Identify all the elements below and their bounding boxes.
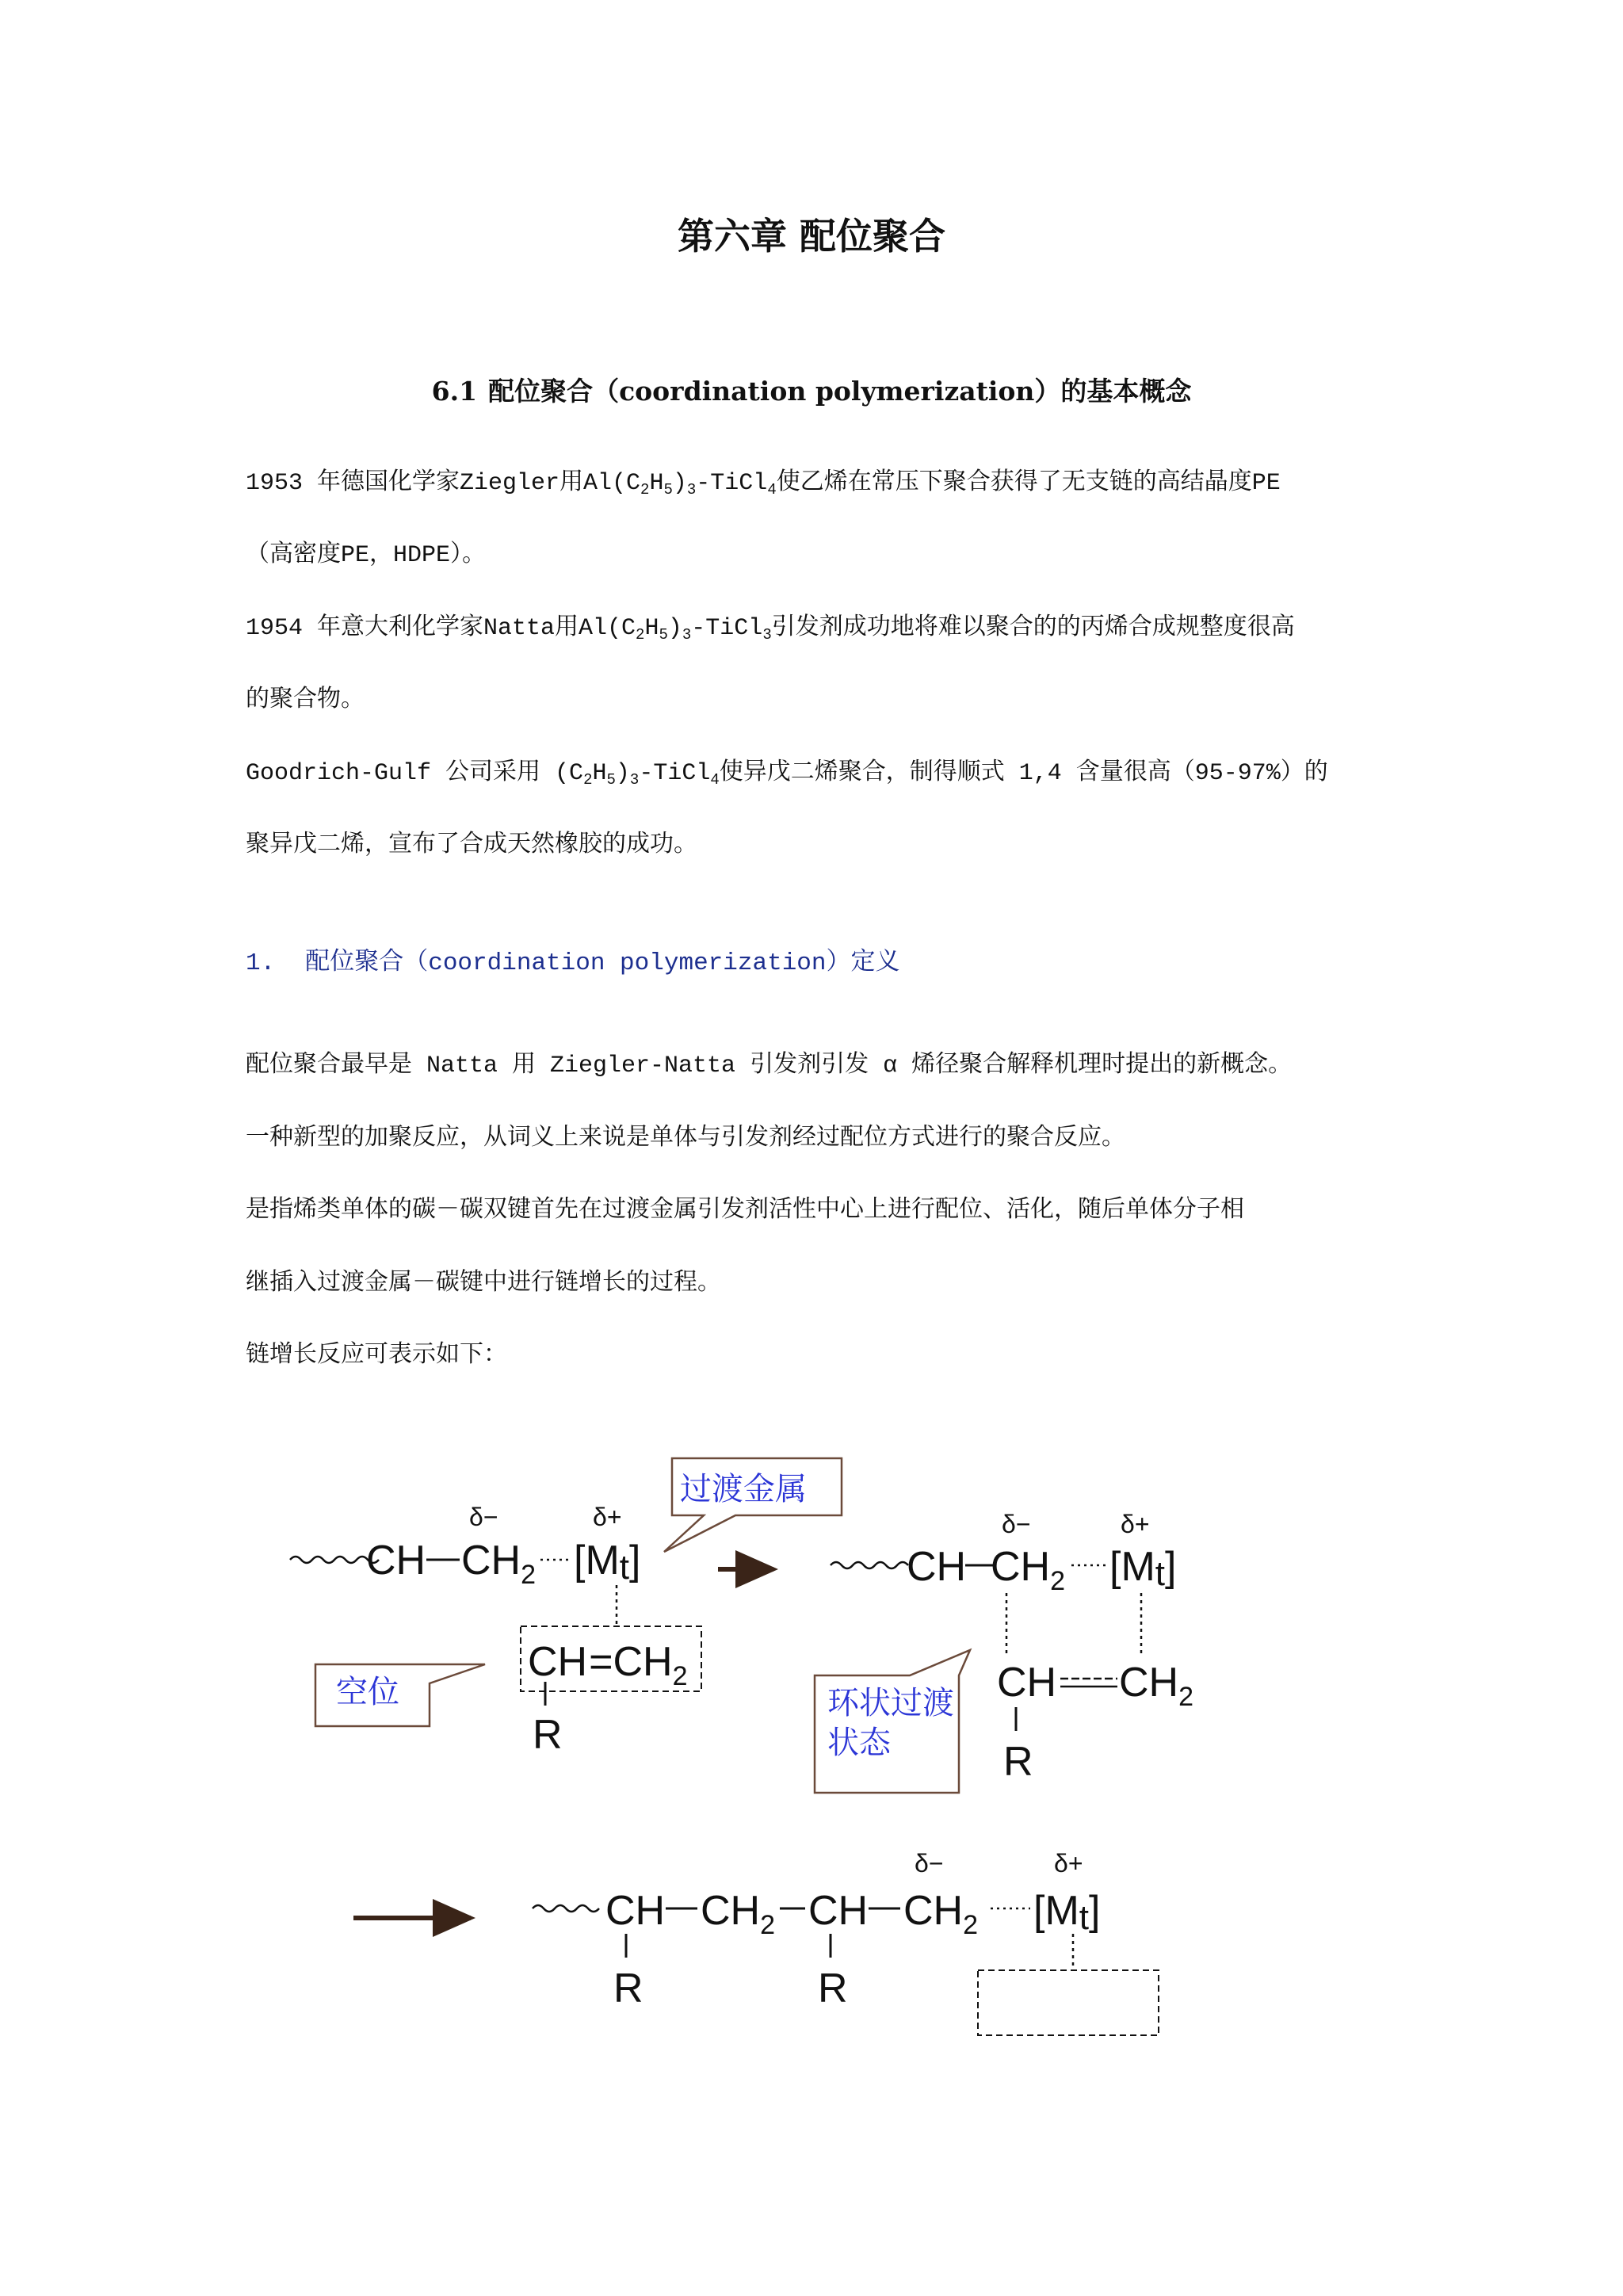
ch-label-3b: CH [808, 1888, 869, 1934]
callout-cyclic-text-2: 状态 [827, 1725, 891, 1761]
definition-line-2: 一种新型的加聚反应，从词义上来说是单体与引发剂经过配位方式进行的聚合反应。 [246, 1125, 1125, 1152]
p1-text-b: H [649, 470, 664, 497]
callout-transition-metal-text: 过渡金属 [680, 1471, 807, 1507]
ch-label-2: CH [907, 1544, 967, 1590]
p3-text-b: H [592, 760, 607, 787]
delta-minus-label-2: δ− [1002, 1510, 1031, 1538]
delta-minus-label-3: δ− [915, 1849, 944, 1878]
p3-text-a: Goodrich-Gulf 公司采用 (C [246, 760, 584, 787]
p1-text-c: ) [672, 470, 687, 497]
definition-line-3: 是指烯类单体的碳－碳双键首先在过渡金属引发剂活性中心上进行配位、活化，随后单体分子相 [246, 1198, 1244, 1224]
p1-text-e: 使乙烯在常压下聚合获得了无支链的高结晶度PE [776, 470, 1281, 497]
p2-text-d: -TiCl [691, 615, 763, 642]
polymer-chain-wavy-3 [533, 1905, 599, 1912]
r-label-3a: R [613, 1966, 643, 2011]
p3-sub-1: 2 [583, 771, 593, 789]
p2-sub-3: 3 [682, 626, 692, 644]
p3-text-e: 使异戊二烯聚合，制得顺式 1,4 含量很高（95-97%）的 [719, 760, 1328, 787]
definition-number: 1. [246, 949, 276, 977]
p3-text-d: -TiCl [639, 760, 711, 787]
chapter-title: 第六章 配位聚合 [677, 215, 945, 258]
delta-plus-label-1: δ+ [593, 1503, 622, 1531]
ch-label-2b: CH [997, 1660, 1057, 1706]
ch-label-3a: CH [605, 1888, 666, 1934]
paragraph-2-line-2: 的聚合物。 [246, 687, 365, 714]
definition-line-5: 链增长反应可表示如下： [246, 1343, 507, 1370]
p1-sub-4: 4 [767, 481, 777, 499]
paragraph-1-line-2: （高密度PE，HDPE）。 [246, 542, 487, 569]
delta-minus-label-1: δ− [469, 1503, 498, 1531]
ch2-label-1: $CH_2$ [461, 1538, 537, 1590]
polymer-chain-wavy-2 [831, 1562, 908, 1568]
ch2-label-3a: $CH_2$ [701, 1888, 776, 1940]
p2-sub-2: 5 [659, 626, 668, 644]
mt-label-2: [Mt] [1109, 1544, 1177, 1593]
r-label-2: R [1003, 1739, 1033, 1785]
ch2-label-2: $CH_2$ [991, 1544, 1066, 1596]
section-title-text: 配位聚合（coordination polymerization）的基本概念 [488, 376, 1192, 407]
p1-sub-1: 2 [640, 481, 650, 499]
p2-text-b: H [644, 615, 659, 642]
p3-sub-4: 4 [710, 771, 720, 789]
p2-sub-4: 3 [762, 626, 772, 644]
p2-text-a: 1954 年意大利化学家Natta用Al(C [246, 615, 636, 642]
definition-line-4: 继插入过渡金属－碳键中进行链增长的过程。 [246, 1270, 721, 1297]
p3-sub-2: 5 [606, 771, 616, 789]
p3-sub-3: 3 [629, 771, 640, 789]
callout-cyclic-text-1: 环状过渡 [827, 1685, 954, 1721]
mt-label-1: [Mt] [574, 1538, 641, 1587]
mt-label-3: [Mt] [1033, 1888, 1101, 1937]
p1-text-d: -TiCl [696, 470, 768, 497]
p1-text-a: 1953 年德国化学家Ziegler用Al(C [246, 470, 641, 497]
callout-cyclic-transition-state [815, 1650, 970, 1793]
p2-text-e: 引发剂成功地将难以聚合的的丙烯合成规整度很高 [771, 615, 1295, 642]
delta-plus-label-3: δ+ [1054, 1849, 1083, 1878]
paragraph-3-line-2: 聚异戊二烯，宣布了合成天然橡胶的成功。 [246, 832, 697, 859]
r-label-3b: R [818, 1966, 848, 2011]
vacancy-dashed-box-3 [978, 1970, 1159, 2035]
p1-sub-2: 5 [663, 481, 673, 499]
definition-line-1: 配位聚合最早是 Natta 用 Ziegler-Natta 引发剂引发 α 烯径聚合解释机理时提出的新概念。 [246, 1052, 1293, 1079]
p1-sub-3: 3 [686, 481, 697, 499]
p3-text-c: ) [615, 760, 630, 787]
r-label-1: R [533, 1712, 563, 1758]
definition-heading-text: 配位聚合（coordination polymerization）定义 [305, 949, 900, 977]
ch2-label-3b: $CH_2$ [903, 1888, 979, 1940]
p2-sub-1: 2 [636, 626, 645, 644]
ch2-label-2b: $CH_2$ [1119, 1660, 1194, 1712]
p2-text-c: ) [667, 615, 682, 642]
callout-vacancy-text: 空位 [336, 1674, 399, 1710]
section-number: 6.1 [431, 376, 478, 407]
vinyl-monomer-label: $CH=CH_2$ [528, 1639, 688, 1691]
delta-plus-label-2: δ+ [1121, 1510, 1150, 1538]
ch-label-1: CH [366, 1538, 426, 1584]
